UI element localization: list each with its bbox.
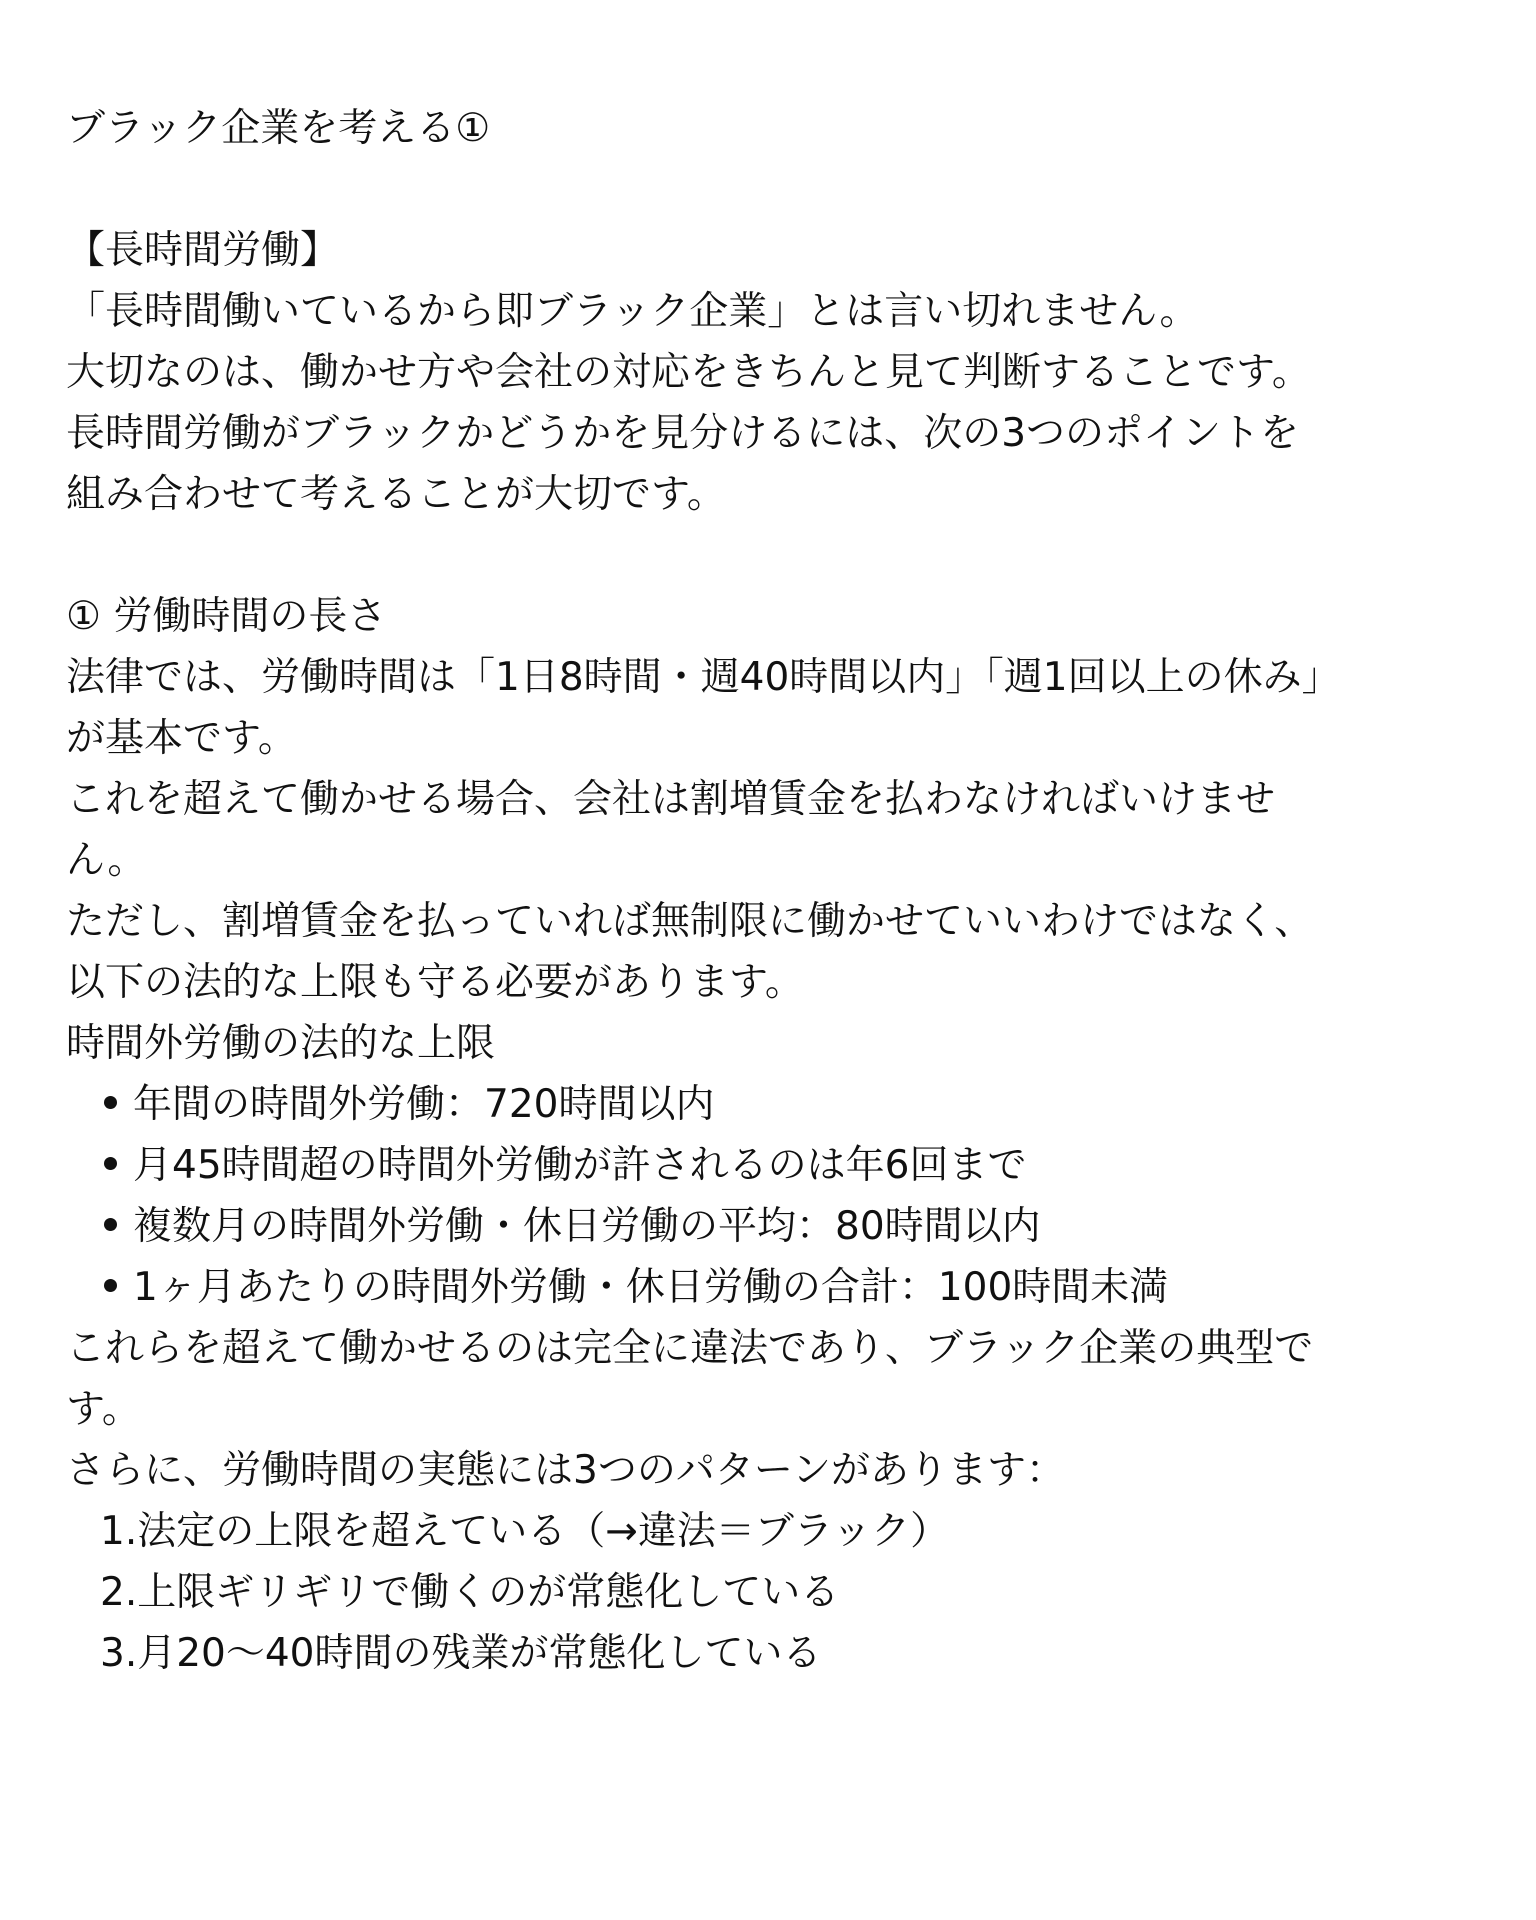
bullet-icon bbox=[104, 1279, 117, 1292]
bullet-icon bbox=[104, 1218, 117, 1231]
body-line: これらを超えて働かせるのは完全に違法であり、ブラック企業の典型で bbox=[66, 1326, 1314, 1371]
limit-item-text: 複数月の時間外労働・休日労働の平均：80時間以内 bbox=[133, 1204, 1041, 1249]
body-line: ただし、割増賃金を払っていれば無制限に働かせていいわけではなく、 bbox=[66, 899, 1314, 944]
limits-heading: 時間外労働の法的な上限 bbox=[66, 1021, 496, 1066]
pattern-list-item: 3.月20〜40時間の残業が常態化している bbox=[100, 1631, 822, 1676]
body-line: が基本です。 bbox=[66, 716, 297, 761]
limit-list-item bbox=[104, 1135, 1026, 1196]
body-line: す。 bbox=[66, 1387, 141, 1432]
intro-line: 大切なのは、働かせ方や会社の対応をきちんと見て判断することです。 bbox=[66, 350, 1311, 395]
bullet-icon bbox=[104, 1096, 117, 1109]
document-title: ブラック企業を考える① bbox=[66, 106, 491, 151]
limit-item-text: 月45時間超の時間外労働が許されるのは年6回まで bbox=[133, 1143, 1027, 1188]
section-heading: 【長時間労働】 bbox=[66, 228, 340, 273]
limit-list-item bbox=[104, 1196, 1041, 1257]
body-line: これを超えて働かせる場合、会社は割増賃金を払わなければいけませ bbox=[66, 777, 1276, 822]
intro-line: 「長時間働いているから即ブラック企業」とは言い切れません。 bbox=[66, 289, 1199, 334]
limit-list-item bbox=[104, 1257, 1168, 1318]
pattern-list-item: 2.上限ギリギリで働くのが常態化している bbox=[100, 1570, 840, 1615]
bullet-icon bbox=[104, 1157, 117, 1170]
limit-list-item bbox=[104, 1074, 714, 1135]
body-line: 法律では、労働時間は「1日8時間・週40時間以内」「週1回以上の休み」 bbox=[66, 655, 1341, 700]
limit-item-text: 年間の時間外労働：720時間以内 bbox=[133, 1082, 715, 1127]
body-line: 以下の法的な上限も守る必要があります。 bbox=[66, 960, 804, 1005]
body-line: さらに、労働時間の実態には3つのパターンがあります： bbox=[66, 1448, 1066, 1493]
intro-line: 組み合わせて考えることが大切です。 bbox=[66, 472, 726, 517]
intro-line: 長時間労働がブラックかどうかを見分けるには、次の3つのポイントを bbox=[66, 411, 1300, 456]
pattern-list-item: 1.法定の上限を超えている（→違法＝ブラック） bbox=[100, 1509, 950, 1554]
point-heading: ① 労働時間の長さ bbox=[66, 594, 387, 639]
body-line: ん。 bbox=[66, 838, 147, 883]
limit-item-text: 1ヶ月あたりの時間外労働・休日労働の合計：100時間未満 bbox=[133, 1265, 1169, 1310]
